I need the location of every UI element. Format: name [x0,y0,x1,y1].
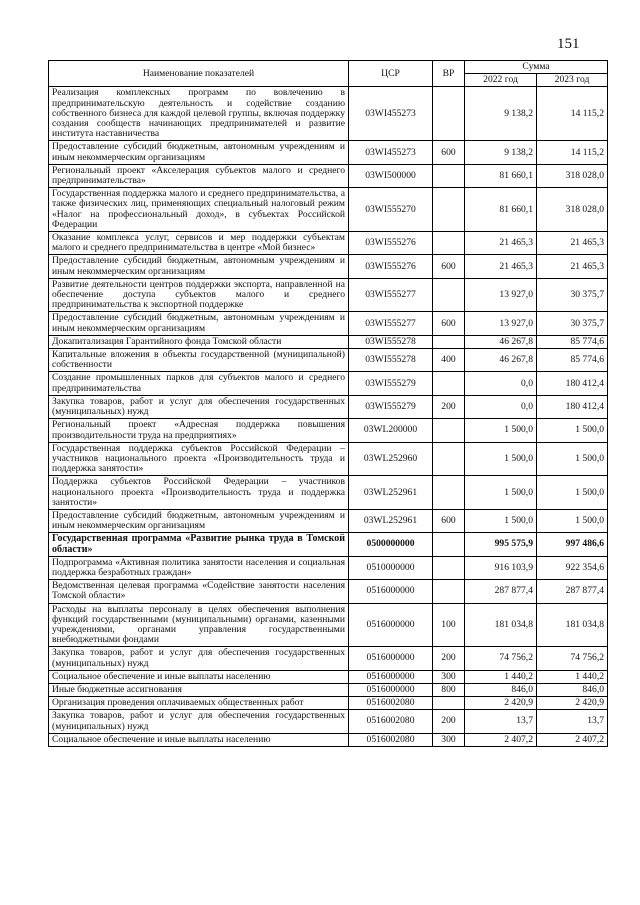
row-name-cell: Социальное обеспечение и иные выплаты населению [49,670,349,683]
table-row [49,278,608,312]
row-2023-cell: 85 774,6 [537,335,608,348]
row-2023-cell: 180 412,4 [537,395,608,418]
table-row [49,372,608,395]
row-2023-cell: 30 375,7 [537,312,608,335]
row-csr-cell: 03WI500000 [349,164,433,187]
row-2022-cell: 1 500,0 [465,442,537,476]
row-2022-cell: 181 034,8 [465,603,537,647]
row-name-cell: Закупка товаров, работ и услуг для обеспечения государственных (муниципальных) нужд [49,395,349,418]
row-name-cell: Иные бюджетные ассигнования [49,683,349,696]
row-2023-cell: 2 407,2 [537,733,608,746]
row-2023-cell: 1 440,2 [537,670,608,683]
row-csr-cell: 03WL252960 [349,442,433,476]
row-2023-cell: 318 028,0 [537,188,608,232]
row-csr-cell: 03WI555278 [349,335,433,348]
row-csr-cell: 03WI455273 [349,87,433,141]
page-number: 151 [557,36,580,52]
row-vr-cell [433,87,465,141]
row-name-cell: Закупка товаров, работ и услуг для обеспечения государственных (муниципальных) нужд [49,710,349,733]
header-sum: Сумма [465,61,608,74]
row-2022-cell: 13 927,0 [465,278,537,312]
table-row [49,442,608,476]
row-name-cell: Расходы на выплаты персоналу в целях обеспечения выполнения функций государственными (муниципальными) органами, казенными учреждениями, органами управления государственными внебюджетными фондами [49,603,349,647]
row-csr-cell: 0516000000 [349,603,433,647]
row-name-cell: Предоставление субсидий бюджетным, автономным учреждениям и иным некоммерческим организациям [49,141,349,164]
row-2023-cell: 21 465,3 [537,232,608,255]
row-name-cell: Организация проведения оплачиваемых общественных работ [49,697,349,710]
row-name-cell: Государственная программа «Развитие рынка труда в Томской области» [49,533,349,556]
row-2023-cell: 922 354,6 [537,556,608,579]
row-2022-cell: 287 877,4 [465,580,537,603]
row-2022-cell: 995 575,9 [465,533,537,556]
table-row [49,710,608,733]
row-vr-cell: 600 [433,312,465,335]
row-2022-cell: 81 660,1 [465,164,537,187]
table-row [49,533,608,556]
row-vr-cell: 600 [433,141,465,164]
row-vr-cell [433,476,465,510]
row-name-cell: Закупка товаров, работ и услуг для обеспечения государственных (муниципальных) нужд [49,647,349,670]
row-2023-cell: 318 028,0 [537,164,608,187]
row-vr-cell [433,232,465,255]
row-2022-cell: 0,0 [465,395,537,418]
row-csr-cell: 0516000000 [349,580,433,603]
table-row [49,733,608,746]
row-csr-cell: 03WI455273 [349,141,433,164]
row-2023-cell: 21 465,3 [537,255,608,278]
table-row [49,670,608,683]
row-vr-cell [433,697,465,710]
row-2023-cell: 13,7 [537,710,608,733]
table-row [49,419,608,442]
row-2022-cell: 2 420,9 [465,697,537,710]
row-2023-cell: 997 486,6 [537,533,608,556]
row-vr-cell [433,533,465,556]
row-name-cell: Оказание комплекса услуг, сервисов и мер поддержки субъектам малого и среднего предпринимательства в центре «Мой бизнес» [49,232,349,255]
table-row [49,255,608,278]
row-csr-cell: 0516002080 [349,733,433,746]
row-2023-cell: 1 500,0 [537,419,608,442]
row-2022-cell: 1 440,2 [465,670,537,683]
row-csr-cell: 0516000000 [349,683,433,696]
row-vr-cell [433,556,465,579]
row-name-cell: Государственная поддержка субъектов Российской Федерации – участников национального проекта «Производительность труда и поддержка занятости» [49,442,349,476]
row-vr-cell [433,372,465,395]
row-name-cell: Капитальные вложения в объекты государственной (муниципальной) собственности [49,349,349,372]
row-vr-cell: 300 [433,733,465,746]
row-name-cell: Развитие деятельности центров поддержки экспорта, направленной на обеспечение доступа субъектов малого и среднего предпринимательства к экспортной поддержке [49,278,349,312]
table-body [49,87,608,747]
row-csr-cell: 0500000000 [349,533,433,556]
row-2022-cell: 2 407,2 [465,733,537,746]
table-row [49,603,608,647]
table-row [49,395,608,418]
row-2022-cell: 21 465,3 [465,255,537,278]
row-name-cell: Социальное обеспечение и иные выплаты населению [49,733,349,746]
row-vr-cell: 100 [433,603,465,647]
table-row [49,556,608,579]
table-row [49,87,608,141]
row-name-cell: Региональный проект «Адресная поддержка повышения производительности труда на предприятиях» [49,419,349,442]
row-2022-cell: 81 660,1 [465,188,537,232]
row-name-cell: Реализация комплексных программ по вовлечению в предпринимательскую деятельность и содействие созданию собственного бизнеса для каждой целевой группы, включая поддержку создания сообществ начинающих предпринимателей и развитие института наставничества [49,87,349,141]
row-2023-cell: 1 500,0 [537,476,608,510]
table-row [49,580,608,603]
row-2022-cell: 21 465,3 [465,232,537,255]
row-vr-cell [433,164,465,187]
table-row [49,232,608,255]
row-csr-cell: 0510000000 [349,556,433,579]
row-vr-cell [433,580,465,603]
row-csr-cell: 03WI555279 [349,372,433,395]
row-2023-cell: 846,0 [537,683,608,696]
table-row [49,697,608,710]
row-csr-cell: 0516000000 [349,647,433,670]
row-2022-cell: 74 756,2 [465,647,537,670]
budget-table [48,60,608,747]
row-vr-cell [433,419,465,442]
table-row [49,509,608,532]
row-vr-cell: 400 [433,349,465,372]
row-csr-cell: 03WI555276 [349,255,433,278]
row-vr-cell: 600 [433,255,465,278]
row-name-cell: Предоставление субсидий бюджетным, автономным учреждениям и иным некоммерческим организациям [49,509,349,532]
row-csr-cell: 03WI555279 [349,395,433,418]
row-2023-cell: 180 412,4 [537,372,608,395]
table-row [49,164,608,187]
row-vr-cell: 600 [433,509,465,532]
row-vr-cell [433,188,465,232]
row-csr-cell: 0516002080 [349,710,433,733]
row-2023-cell: 2 420,9 [537,697,608,710]
row-csr-cell: 03WI555277 [349,312,433,335]
table-row [49,335,608,348]
row-2023-cell: 74 756,2 [537,647,608,670]
row-2023-cell: 1 500,0 [537,509,608,532]
row-csr-cell: 0516002080 [349,697,433,710]
row-2023-cell: 181 034,8 [537,603,608,647]
row-2022-cell: 13,7 [465,710,537,733]
row-name-cell: Региональный проект «Акселерация субъектов малого и среднего предпринимательства» [49,164,349,187]
row-csr-cell: 03WI555270 [349,188,433,232]
table-row [49,647,608,670]
table-row [49,141,608,164]
row-vr-cell [433,442,465,476]
row-2022-cell: 46 267,8 [465,349,537,372]
header-name: Наименование показателей [49,61,349,87]
row-vr-cell: 200 [433,395,465,418]
row-vr-cell [433,278,465,312]
row-2022-cell: 9 138,2 [465,141,537,164]
row-csr-cell: 03WL252961 [349,476,433,510]
row-vr-cell: 200 [433,647,465,670]
header-year-2022: 2022 год [465,74,537,87]
table-row [49,683,608,696]
table-row [49,312,608,335]
table-row [49,476,608,510]
row-2023-cell: 14 115,2 [537,141,608,164]
row-2022-cell: 46 267,8 [465,335,537,348]
row-name-cell: Ведомственная целевая программа «Содействие занятости населения Томской области» [49,580,349,603]
row-2023-cell: 30 375,7 [537,278,608,312]
row-name-cell: Создание промышленных парков для субъектов малого и среднего предпринимательства [49,372,349,395]
row-name-cell: Докапитализация Гарантийного фонда Томской области [49,335,349,348]
row-2022-cell: 1 500,0 [465,509,537,532]
row-vr-cell [433,335,465,348]
row-vr-cell: 200 [433,710,465,733]
row-2023-cell: 1 500,0 [537,442,608,476]
row-name-cell: Подпрограмма «Активная политика занятости населения и социальная поддержка безработных граждан» [49,556,349,579]
table-row [49,349,608,372]
row-csr-cell: 03WI555276 [349,232,433,255]
row-2022-cell: 9 138,2 [465,87,537,141]
row-csr-cell: 03WL200000 [349,419,433,442]
row-2023-cell: 14 115,2 [537,87,608,141]
row-name-cell: Поддержка субъектов Российской Федерации – участников национального проекта «Производительность труда и поддержка занятости» [49,476,349,510]
header-vr: ВР [433,61,465,87]
row-2022-cell: 916 103,9 [465,556,537,579]
header-year-2023: 2023 год [537,74,608,87]
row-csr-cell: 03WI555277 [349,278,433,312]
row-name-cell: Государственная поддержка малого и среднего предпринимательства, а также физических лиц, применяющих специальный налоговый режим «Налог на профессиональный доход», в субъектах Российской Федерации [49,188,349,232]
row-2022-cell: 846,0 [465,683,537,696]
row-2022-cell: 1 500,0 [465,476,537,510]
row-vr-cell: 800 [433,683,465,696]
row-csr-cell: 03WL252961 [349,509,433,532]
table-row [49,188,608,232]
row-name-cell: Предоставление субсидий бюджетным, автономным учреждениям и иным некоммерческим организациям [49,255,349,278]
row-2023-cell: 287 877,4 [537,580,608,603]
row-2022-cell: 13 927,0 [465,312,537,335]
row-2023-cell: 85 774,6 [537,349,608,372]
header-csr: ЦСР [349,61,433,87]
row-csr-cell: 03WI555278 [349,349,433,372]
row-name-cell: Предоставление субсидий бюджетным, автономным учреждениям и иным некоммерческим организациям [49,312,349,335]
row-2022-cell: 0,0 [465,372,537,395]
row-csr-cell: 0516000000 [349,670,433,683]
row-2022-cell: 1 500,0 [465,419,537,442]
row-vr-cell: 300 [433,670,465,683]
